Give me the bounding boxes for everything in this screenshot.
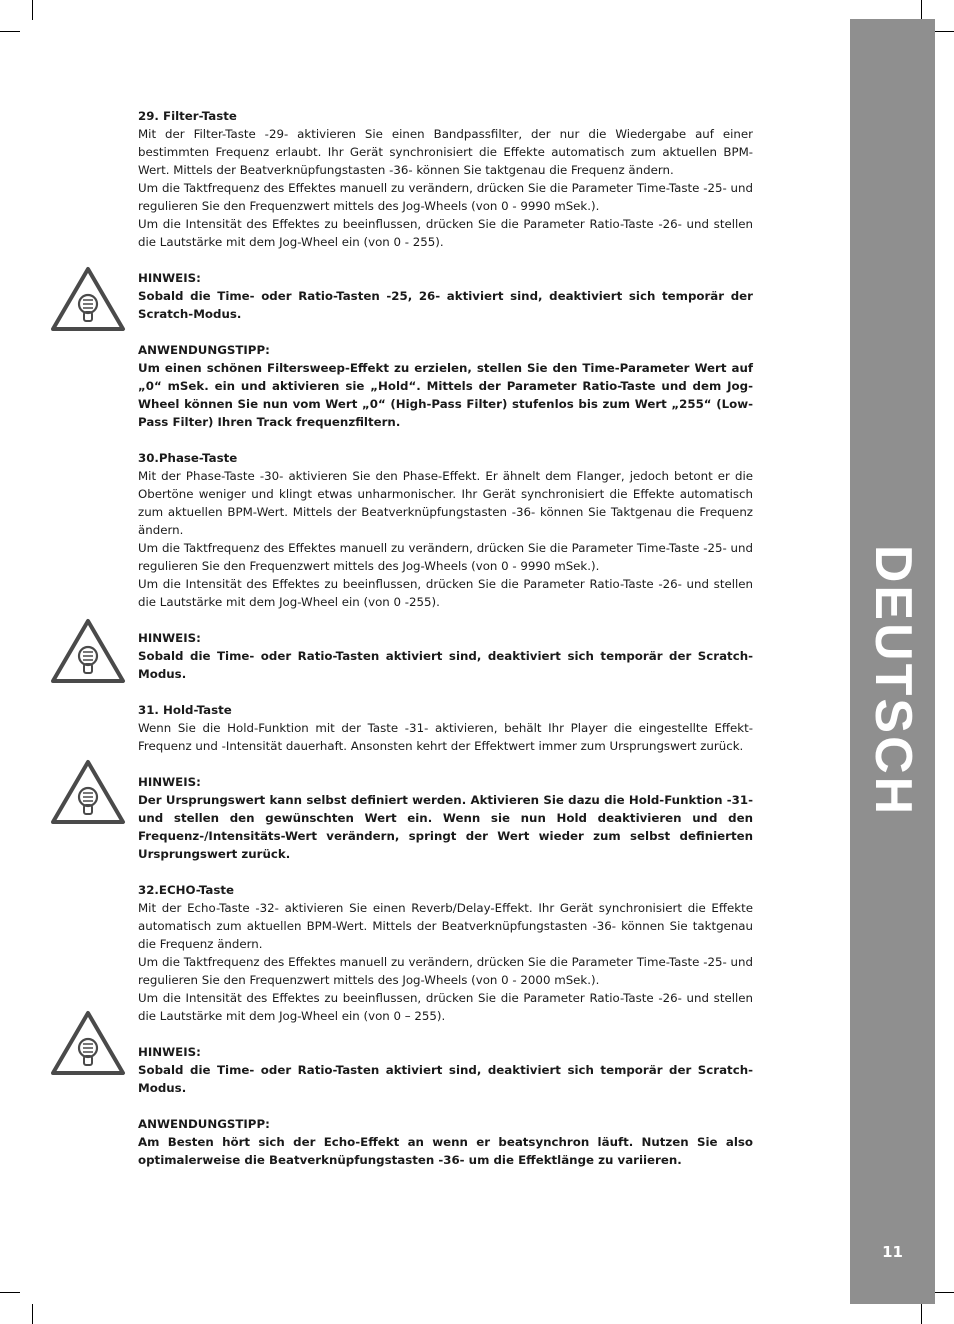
paragraph: Wenn Sie die Hold-Funktion mit der Taste -31- aktivieren, behält Ihr Player die eingestellte Effekt-Frequenz und -Intensität dauerhaft. Ansonsten kehrt der Effektwert immer zum Ursprungswert zurück. (138, 721, 753, 753)
paragraph: Um die Intensität des Effektes zu beeinflussen, drücken Sie die Parameter Ratio-Taste -26- und stellen die Lautstärke mit dem Jog-Wheel ein (von 0 -255). (138, 577, 753, 609)
paragraph: Mit der Filter-Taste -29- aktivieren Sie einen Bandpassfilter, der nur die Wiedergabe auf einer bestimmten Frequenz erlaubt. Ihr Gerät synchronisiert die Effekte automatisch zum aktuellen BPM-Wert. Mittels der Beatverknüpfungstasten -36- können Sie taktgenau die Frequenz ändern. (138, 127, 753, 177)
tip-heading: ANWENDUNGSTIPP: (138, 1117, 270, 1131)
note-text: Der Ursprungswert kann selbst definiert werden. Aktivieren Sie dazu die Hold-Funktion -31- und stellen den gewünschten Wert ein. Wenn sie nun Hold deaktivieren und den Frequenz-/Intensitäts-Wert verändern, springt der Wert wieder zum selbst definierten Ursprungswert zurück. (138, 793, 753, 861)
warning-triangle-icon (50, 266, 126, 332)
crop-mark (32, 1304, 33, 1324)
section-heading: 31. Hold-Taste (138, 703, 232, 717)
note-text: Sobald die Time- oder Ratio-Tasten -25, 26- aktiviert sind, deaktiviert sich temporär der Scratch-Modus. (138, 289, 753, 321)
paragraph: Um die Taktfrequenz des Effektes manuell zu verändern, drücken Sie die Parameter Time-Taste -25- und regulieren Sie den Frequenzwert mittels des Jog-Wheels (von 0 - 9990 mSek.). (138, 541, 753, 573)
crop-mark (934, 1292, 954, 1293)
language-sidebar (850, 19, 935, 1304)
warning-triangle-icon (50, 618, 126, 684)
note-text: Sobald die Time- oder Ratio-Tasten aktiviert sind, deaktiviert sich temporär der Scratch-Modus. (138, 649, 753, 681)
section-heading: 29. Filter-Taste (138, 109, 237, 123)
crop-mark (0, 1292, 20, 1293)
crop-mark (0, 31, 20, 32)
section-heading: 32.ECHO-Taste (138, 883, 235, 897)
paragraph: Mit der Echo-Taste -32- aktivieren Sie einen Reverb/Delay-Effekt. Ihr Gerät synchronisiert die Effekte automatisch zum aktuellen BPM-Wert. Mittels der Beatverknüpfungstasten -36- können Sie taktgenau die Frequenz ändern. (138, 901, 753, 951)
warning-triangle-icon (50, 1010, 126, 1076)
crop-mark (934, 31, 954, 32)
crop-mark (921, 1304, 922, 1324)
paragraph: Um die Intensität des Effektes zu beeinflussen, drücken Sie die Parameter Ratio-Taste -26- und stellen die Lautstärke mit dem Jog-Wheel ein (von 0 – 255). (138, 991, 753, 1023)
tip-heading: ANWENDUNGSTIPP: (138, 343, 270, 357)
note-heading: HINWEIS: (138, 1045, 201, 1059)
note-text: Sobald die Time- oder Ratio-Tasten aktiviert sind, deaktiviert sich temporär der Scratch-Modus. (138, 1063, 753, 1095)
paragraph: Um die Taktfrequenz des Effektes manuell zu verändern, drücken Sie die Parameter Time-Taste -25- und regulieren Sie den Frequenzwert mittels des Jog-Wheels (von 0 - 2000 mSek.). (138, 955, 753, 987)
paragraph: Um die Taktfrequenz des Effektes manuell zu verändern, drücken Sie die Parameter Time-Taste -25- und regulieren Sie den Frequenzwert mittels des Jog-Wheels (von 0 - 9990 mSek.). (138, 181, 753, 213)
language-label: DEUTSCH (863, 544, 922, 818)
paragraph: Mit der Phase-Taste -30- aktivieren Sie den Phase-Effekt. Er ähnelt dem Flanger, jedoch betont er die Obertöne weniger und klingt etwas unharmonischer. Ihr Gerät synchronisiert die Effekte automatisch zum aktuellen BPM-Wert. Mittels der Beatverknüpfungstasten -36- können Sie Taktgenau die Frequenz ändern. (138, 469, 753, 537)
note-heading: HINWEIS: (138, 775, 201, 789)
tip-text: Am Besten hört sich der Echo-Effekt an wenn er beatsynchron läuft. Nutzen Sie also optimalerweise die Beatverknüpfungstasten -36- um die Effektlänge zu variieren. (138, 1135, 753, 1167)
manual-text (138, 107, 753, 1169)
note-heading: HINWEIS: (138, 271, 201, 285)
page-number: 11 (882, 1243, 903, 1261)
warning-triangle-icon (50, 759, 126, 825)
section-heading: 30.Phase-Taste (138, 451, 238, 465)
tip-text: Um einen schönen Filtersweep-Effekt zu erzielen, stellen Sie den Time-Parameter Wert auf „0“ mSek. ein und aktivieren sie „Hold“. Mittels der Parameter Ratio-Taste und dem Jog-Wheel können Sie nun vom Wert „0“ (High-Pass Filter) stufenlos bis zum Wert „255“ (Low-Pass Filter) Ihren Track frequenzfiltern. (138, 361, 753, 429)
crop-mark (921, 0, 922, 20)
crop-mark (32, 0, 33, 20)
paragraph: Um die Intensität des Effektes zu beeinflussen, drücken Sie die Parameter Ratio-Taste -26- und stellen die Lautstärke mit dem Jog-Wheel ein (von 0 - 255). (138, 217, 753, 249)
note-heading: HINWEIS: (138, 631, 201, 645)
